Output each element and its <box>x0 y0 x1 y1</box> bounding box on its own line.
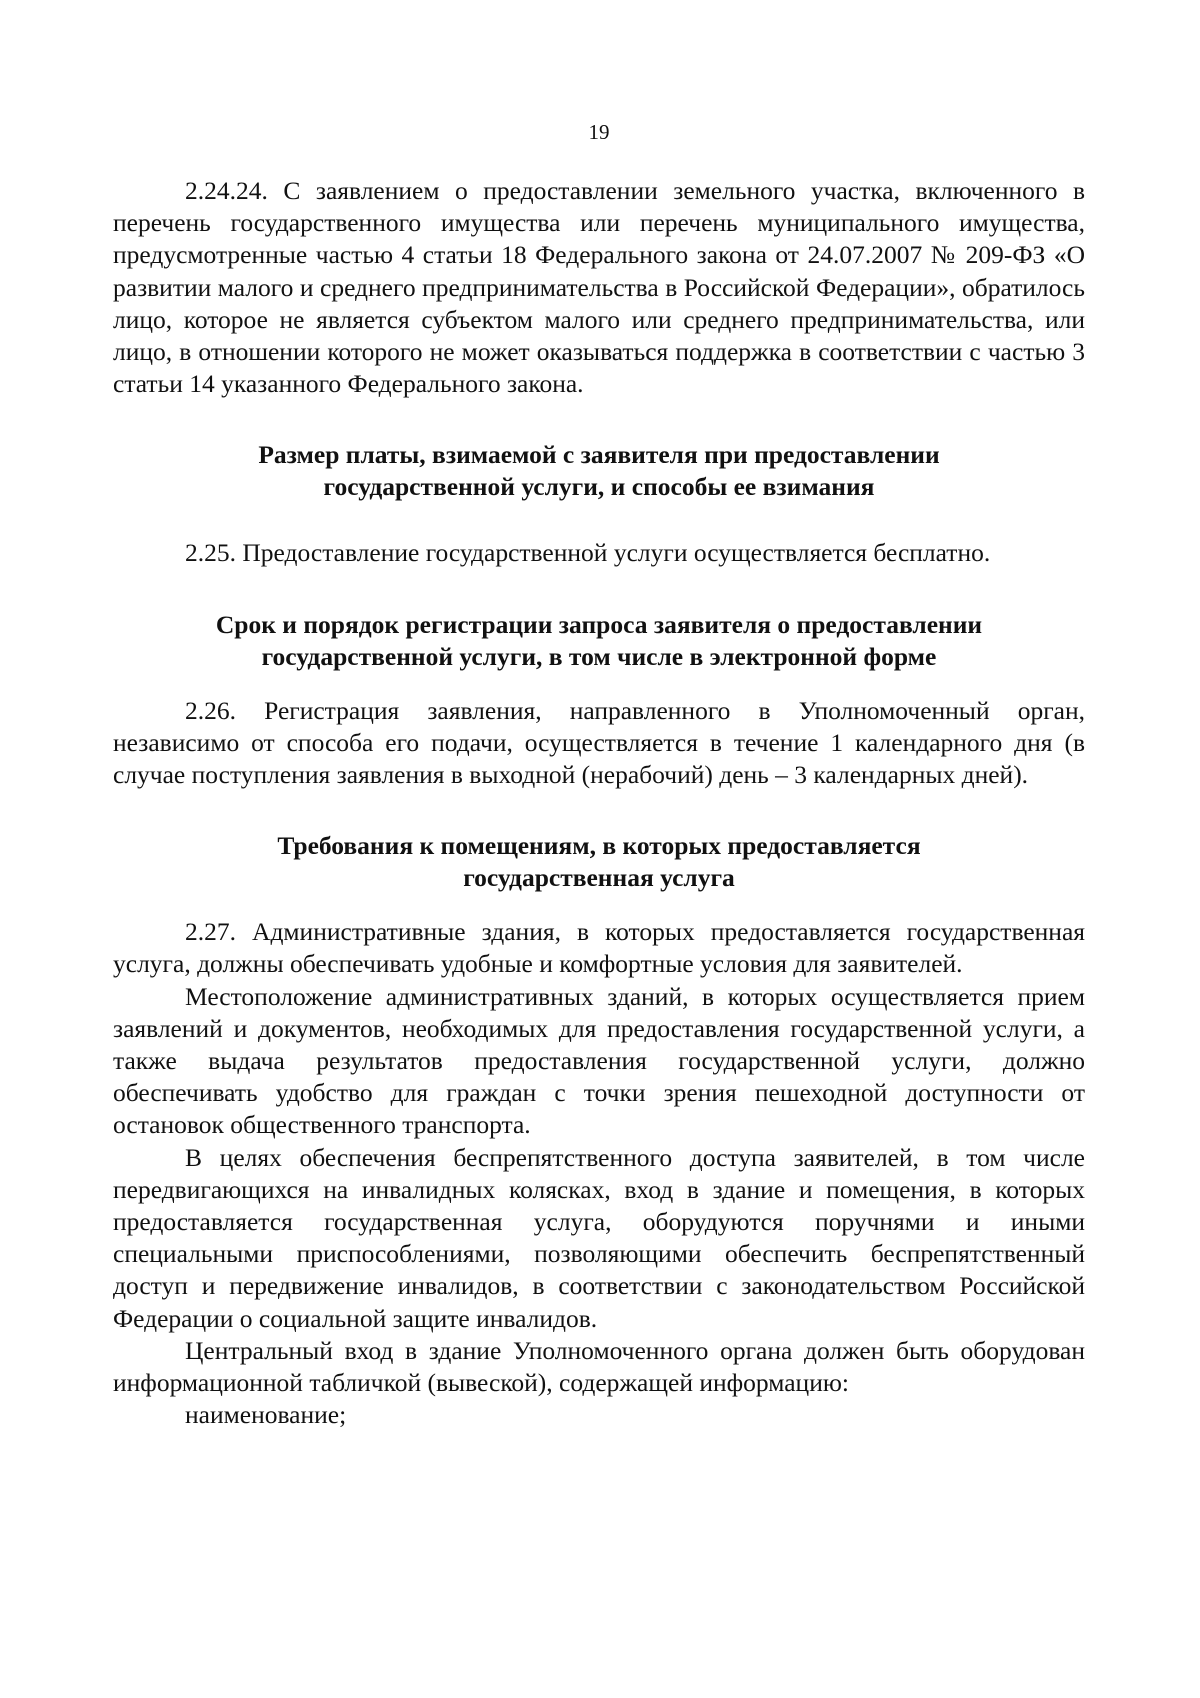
paragraph-2-24-24: 2.24.24. С заявлением о предоставлении земельного участка, включенного в перечень государственного имущества или перечень муниципального имущества, предусмотренные частью 4 статьи 18 Федерального закона от 24.07.2007 № 209-ФЗ «О развитии малого и среднего предпринимательства в Российской Федерации», обратилось лицо, которое не является субъектом малого или среднего предпринимательства, или лицо, в отношении которого не может оказываться поддержка в соответствии с частью 3 статьи 14 указанного Федерального закона. <box>113 176 1085 399</box>
heading-registration-line-2: государственной услуги, в том числе в электронной форме <box>261 641 937 671</box>
heading-fee-line-2: государственной услуги, и способы ее взимания <box>323 472 875 502</box>
heading-premises <box>113 830 1085 894</box>
heading-premises-line-2: государственная услуга <box>463 863 735 893</box>
document-body <box>113 175 1085 1431</box>
heading-fee-line-1: Размер платы, взимаемой с заявителя при предоставлении <box>258 440 940 470</box>
page-number: 19 <box>588 120 610 144</box>
heading-premises-line-1: Требования к помещениям, в которых предоставляется <box>277 831 921 861</box>
heading-fee <box>113 439 1085 503</box>
paragraph-entrance: Центральный вход в здание Уполномоченного органа должен быть оборудован информационной табличкой (вывеской), содержащей информацию: <box>113 1335 1085 1398</box>
paragraph-2-27: 2.27. Административные здания, в которых предоставляется государственная услуга, должны обеспечивать удобные и комфортные условия для заявителей. <box>113 917 1085 979</box>
paragraph-2-25: 2.25. Предоставление государственной услуги осуществляется бесплатно. <box>185 538 991 568</box>
paragraph-location: Местоположение административных зданий, в которых осуществляется прием заявлений и документов, необходимых для предоставления государственной услуги, а также выдача результатов предоставления государственной услуги, должно обеспечивать удобство для граждан с точки зрения пешеходной доступности от остановок общественного транспорта. <box>113 981 1085 1140</box>
paragraph-2-26: 2.26. Регистрация заявления, направленного в Уполномоченный орган, независимо от способа его подачи, осуществляется в течение 1 календарного дня (в случае поступления заявления в выходной (нерабочий) день – 3 календарных дней). <box>113 695 1085 790</box>
paragraph-name-item: наименование; <box>185 1400 347 1430</box>
heading-registration <box>113 609 1085 673</box>
paragraph-accessibility: В целях обеспечения беспрепятственного доступа заявителей, в том числе передвигающихся на инвалидных колясках, вход в здание и помещения, в которых предоставляется государственная услуга, оборудуются поручнями и иными специальными приспособлениями, позволяющими обеспечить беспрепятственный доступ и передвижение инвалидов, в соответствии с законодательством Российской Федерации о социальной защите инвалидов. <box>113 1142 1085 1333</box>
heading-registration-line-1: Срок и порядок регистрации запроса заявителя о предоставлении <box>215 609 983 639</box>
